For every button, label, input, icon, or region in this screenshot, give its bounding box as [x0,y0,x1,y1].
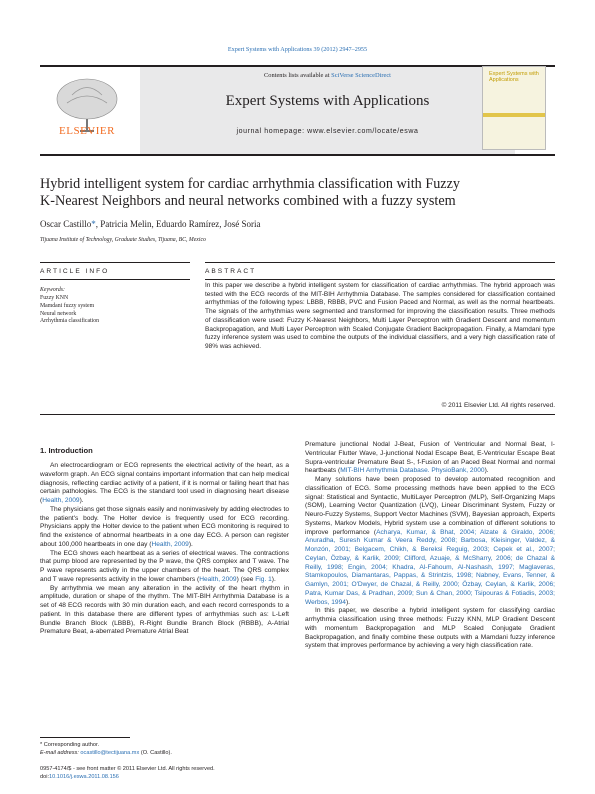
paragraph: In this paper, we describe a hybrid intelligent system for classifying cardiac arrhythmia classification using three methods: Fuzzy KNN, MLP Gradient Descent with momentum Backpropagation and MLP Scaled Conjugate Gradient Backpropagation, and finally combine these outputs with a Mamdani fuzzy inference system that improves performance by achieving a very high classification rate. [305,607,555,650]
publisher-logo-text: ELSEVIER [59,125,115,137]
keyword: Neural network [40,310,77,317]
citation-link[interactable]: Health, 2009 [151,540,189,548]
footnote [40,741,172,757]
citation-link[interactable]: MIT-BIH Arrhythmia Database. PhysioBank, 2000 [340,467,485,475]
corresponding-author-note: * Corresponding author. [40,742,100,748]
keyword: Mamdani fuzzy system [40,302,95,309]
contents-prefix: Contents lists available at [264,72,330,79]
email-line: E-mail address: ocastillo@tectijuana.mx (O. Castillo). [40,750,172,756]
citation-links[interactable]: Acharya, Kumar, & Bhat, 2004; Alzate & Giraldo, 2006; Anuradha, Suresh Kumar & Veera Reddy, 2008; Barbosa, Kleisinger, Valdez, & Monzón, 2001; Belgacem, Chikh, & Bereksi Reguig, 2003; Cepek et al., 2007; Ceylan, Özbay, & Karlik, 2009; Clifford, Azuaje, & McSharry, 2006; de Chazal & Reilly, 1998; Engin, 2004; Khadra, Al-Fahoum, Al-Nashash, 1997; Maglaveras, Stamkopoulos, Diamantaras, Pappas, & Strintzis, 1998; Nabney, Evans, Tenner, & Gamlyn, 2001; O'Dwyer, de Chazal, & Reilly, 2000; Özbay, Ceylan, & Karlik, 2006; Patra, Kumar Das, & Pradhan, 2009; Sun & Chan, 2000; Tsipouras & Fotiadis, 2003; Werbos, 1994 [305,528,556,606]
article-title-line-2: K-Nearest Neighbors and neural networks combined with a fuzzy system [40,193,456,209]
keyword: Arrhythmia classification [40,318,100,325]
author-first: Oscar Castillo [40,219,92,229]
paragraph: By arrhythmia we mean any alteration in the activity of the heart rhythm in amplitude, duration or shape of the rhythm. The MIT-BIH Arrhythmia Database is a set of 48 ECG records with 30 min duration each, and each record corresponds to a patient. In this database there are different types of arrhythmias such as: L-Left Bundle Branch Block (LBBB), R-Right Bundle Branch Block (RBBB), A-Atrial Premature Beat, a-aberrated Premature Atrial Beat [40,584,289,636]
citation-link[interactable]: Health, 2009 [42,497,80,504]
journal-title: Expert Systems with Applications [225,93,430,109]
paragraph: Many solutions have been proposed to develop automated recognition and classification of ECG. Some processing methods have been applied to the ECG signal: Statistical and Syntactic, MultiLayer Perceptron (MLP), Self-Organizing Maps (SOM), Learning Vector Quantization (LVQ), Linear Discriminant System, Fuzzy or Neuro-Fuzzy Systems, Support Vector Machines (SVM), Bayesian approach, Experts Systems, Markov Models, Hybrid system use a combination of different solutions to improve performance (Acharya, Kumar, & Bhat, 2004; Alzate & Giraldo, 2006; Anuradha, Suresh Kumar & Veera Reddy, 2008; Barbosa, Kleisinger, Valdez, & Monzón, 2001; Belgacem, Chikh, & Bereksi Reguig, 2003; Cepek et al., 2007; Ceylan, Özbay, & Karlik, 2009; Clifford, Azuaje, & McSharry, 2006; de Chazal & Reilly, 1998; Engin, 2004; Khadra, Al-Fahoum, Al-Nashash, 1997; Maglaveras, Stamkopoulos, Diamantaras, Pappas, & Strintzis, 1998; Nabney, Evans, Tenner, & Gamlyn, 2001; O'Dwyer, de Chazal, & Reilly, 2000; Özbay, Ceylan, & Karlik, 2006; Patra, Kumar Das, & Pradhan, 2009; Sun & Chan, 2000; Tsipouras & Fotiadis, 2003; Werbos, 1994). [305,476,556,606]
keywords-list [40,295,99,326]
corresponding-author-marker[interactable]: * [91,219,96,229]
paragraph: The ECG shows each heartbeat as a series of electrical waves. The contractions that pump blood are represented by the P wave, the QRS complex and T wave. The P wave represents activity in the upper chambers of the heart. The QRS complex and T wave represents activity in the lower chambers (Health, 2009) (see Fig. 1). [40,549,289,583]
article-info-bottom-rule [40,279,190,280]
email-link[interactable]: ocastillo@tectijuana.mx [80,750,140,756]
journal-cover-thumbnail [482,66,546,150]
cover-band [483,113,545,117]
header-shade [140,67,515,154]
keywords-label: Keywords: [40,287,65,293]
abstract-heading-rule [205,279,555,280]
abstract-top-rule [205,262,555,263]
body-column-right [305,441,555,651]
front-matter-line: 0957-4174/$ - see front matter © 2011 Elsevier Ltd. All rights reserved. [40,766,215,772]
article-info-label: ARTICLE INFO [40,268,110,275]
abstract-text: In this paper we describe a hybrid intelligent system for classification of cardiac arrhythmias. The hybrid approach was tested with the ECG records of the MIT-BIH Arrhythmia Database. The samples considered for classification contained arrhythmias of the following types: LBBB, RBBB, PVC and Fusion Paced and Normal, as well as the normal heartbeats. The signals of the arrhythmias were segmented and transformed for improving the classification results. Three methods of classification were used: Fuzzy K-Nearest Neighbors, Multi Layer Perceptron with Gradient Descent and momentum Backpropagation, and Multi Layer Perceptron with Scaled Conjugate Gradient Backpropagation. Finally, a Mamdani type fuzzy inference system was used to combine the outputs of the individual classifiers, and a very high classification rate of 98% was achieved. [205,282,555,350]
author-others: , Patricia Melin, Eduardo Ramírez, José Soria [95,219,261,229]
abstract-label: ABSTRACT [205,268,257,275]
issn-block [40,765,215,781]
doi-line: doi:10.1016/j.eswa.2011.08.156 [40,774,119,780]
paragraph: The physicians get those signals easily and noninvasively by adding electrodes to the patient's body. The Holter device is frequently used for ECG recording. Physicians apply the Holter device to the patient when ECG monitoring is required to find the existence of abnormal heartbeats in a one day ECG. A person can register about 100,000 heartbeats in one day (Health, 2009). [40,505,289,548]
author-list [40,219,260,229]
copyright-notice: © 2011 Elsevier Ltd. All rights reserved. [441,402,555,409]
figure-link[interactable]: Fig. 1 [255,575,272,583]
contents-line [140,72,515,79]
header-bottom-rule [40,154,555,156]
doi-link[interactable]: 10.1016/j.eswa.2011.08.156 [49,774,119,780]
article-title-line-1: Hybrid intelligent system for cardiac arrhythmia classification with Fuzzy [40,176,460,192]
journal-homepage[interactable]: journal homepage: www.elsevier.com/locate/eswa [236,128,419,135]
body-column-left [40,462,289,637]
paragraph: An electrocardiogram or ECG represents the electrical activity of the heart, as a waveform graph. An ECG signal contains important information that can help medical diagnosis, reflecting cardiac activity of a patient, if it is normal or failing heart that has certain pathologies. The ECG is the standard tool used in diagnosing heart disease (Health, 2009). [40,462,289,504]
footnote-rule [40,737,130,738]
cover-title: Expert Systems with Applications [489,71,539,83]
section-heading-introduction: 1. Introduction [40,446,93,455]
citation-link[interactable]: Health, 2009 [199,575,237,583]
affiliation: Tijuana Institute of Technology, Graduate Studies, Tijuana, BC, Mexico [40,237,206,243]
article-title [40,176,480,210]
article-info-top-rule [40,262,190,263]
sciencedirect-link[interactable]: SciVerse ScienceDirect [331,72,391,79]
header-top-rule [40,65,555,67]
paragraph: Premature junctional Nodal J-Beat, Fusion of Ventricular and Normal Beat, I-Ventricular Flutter Wave, J-junctional Nodal Escape Beat, E-Ventricular Escape Beat Supra-ventricular Premature Beat S-, f-Fusion of an Paced Beat Normal and normal heartbeats (MIT-BIH Arrhythmia Database. PhysioBank, 2000). [305,441,555,475]
journal-reference[interactable]: Expert Systems with Applications 39 (2012) 2947–2955 [227,46,368,53]
abstract-bottom-rule [40,414,555,415]
keyword: Fuzzy KNN [40,295,69,301]
